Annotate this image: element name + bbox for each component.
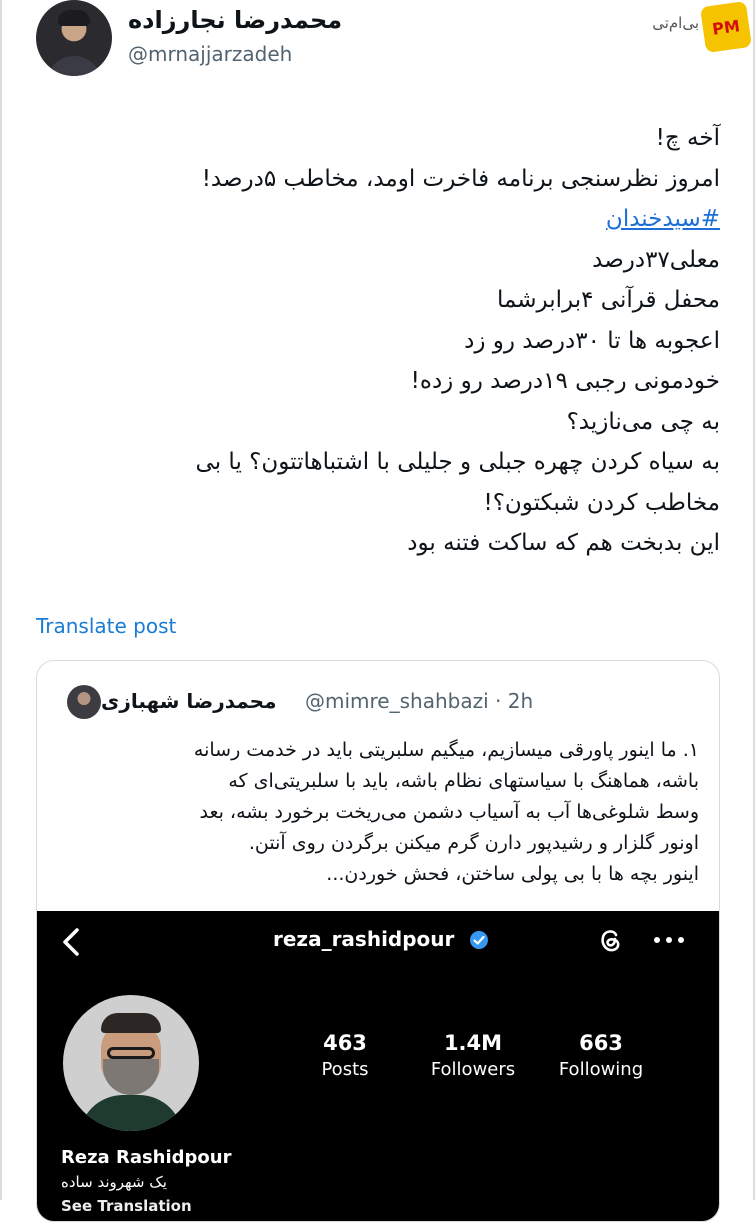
tweet-text <box>40 118 720 564</box>
tweet-line: اعجوبه ها تا ۳۰درصد رو زد <box>464 327 720 354</box>
followers-stat <box>403 1031 543 1080</box>
watermark <box>609 4 749 54</box>
left-border <box>0 0 2 1200</box>
quoted-display-name[interactable]: محمدرضا شهبازی <box>101 689 277 713</box>
instagram-username: reza_rashidpour <box>273 927 455 951</box>
quoted-line: اونور گلزار و رشیدپور دارن گرم میکنن برگردن روی آنتن. <box>248 832 699 854</box>
quoted-tweet[interactable] <box>36 660 720 1222</box>
instagram-profile-picture <box>63 995 199 1131</box>
quoted-handle[interactable]: @mimre_shahbazi <box>305 689 489 713</box>
quoted-line: اینور بچه ها با بی پولی ساختن، فحش خوردن... <box>326 863 699 885</box>
tweet-line: معلی۳۷درصد <box>592 246 720 273</box>
more-options-icon <box>649 923 689 957</box>
quoted-text <box>65 735 699 890</box>
hashtag-link[interactable]: #سیدخندان <box>605 206 720 232</box>
followers-label: Followers <box>430 1059 516 1080</box>
quoted-handle-time <box>305 689 533 713</box>
posts-label: Posts <box>321 1059 369 1080</box>
followers-count: 1.4M <box>443 1031 503 1055</box>
tweet-line: به سیاه کردن چهره جبلی و جلیلی با اشتباهاتتون؟ یا بی <box>195 449 720 475</box>
back-chevron-icon <box>55 925 89 959</box>
tweet-line: خودمونی رجبی ۱۹درصد رو زده! <box>410 368 720 394</box>
quoted-avatar[interactable] <box>67 685 101 719</box>
tweet-line: امروز نظرسنجی برنامه فاخرت اومد، مخاطب ۵درصد! <box>201 165 720 192</box>
posts-count: 463 <box>323 1031 367 1055</box>
instagram-bio: یک شهروند ساده <box>61 1173 167 1191</box>
following-stat <box>531 1031 671 1080</box>
quoted-line: باشه، هماهنگ با سیاستهای نظام باشه، باید با سلبریتی‌ای که <box>228 770 699 792</box>
author-handle[interactable]: @mrnajjarzadeh <box>128 42 293 66</box>
tweet-line: محفل قرآنی ۴برابرشما <box>496 287 720 313</box>
quoted-header <box>37 683 719 723</box>
verified-badge-icon <box>469 930 489 950</box>
watermark-text: بی‌ام‌تی <box>652 14 699 32</box>
tweet-line: به چی می‌نازید؟ <box>566 408 720 435</box>
quoted-line: ۱. ما اینور پاورقی میسازیم، میگیم سلبریتی باید در خدمت رسانه <box>193 739 699 761</box>
following-count: 663 <box>579 1031 623 1055</box>
author-avatar[interactable] <box>36 0 112 76</box>
posts-stat <box>275 1031 415 1080</box>
quoted-time: · 2h <box>495 689 534 713</box>
following-label: Following <box>558 1059 644 1080</box>
tweet-line: مخاطب کردن شبکتون؟! <box>483 489 720 516</box>
instagram-see-translation: See Translation <box>61 1197 192 1215</box>
translate-post-link[interactable]: Translate post <box>36 614 177 638</box>
author-display-name[interactable]: محمدرضا نجارزاده <box>128 6 343 34</box>
threads-icon <box>593 923 627 957</box>
instagram-profile-screenshot[interactable] <box>37 911 719 1222</box>
watermark-logo-icon: PM <box>700 1 752 53</box>
tweet-header <box>0 0 755 90</box>
tweet-line: این بدبخت هم که ساکت فتنه بود <box>407 530 720 556</box>
instagram-full-name: Reza Rashidpour <box>61 1147 232 1168</box>
tweet-line: آخه چ! <box>655 125 720 151</box>
quoted-line: وسط شلوغی‌ها آب به آسیاب دشمن می‌ریخت برخورد بشه، بعد <box>199 801 699 823</box>
